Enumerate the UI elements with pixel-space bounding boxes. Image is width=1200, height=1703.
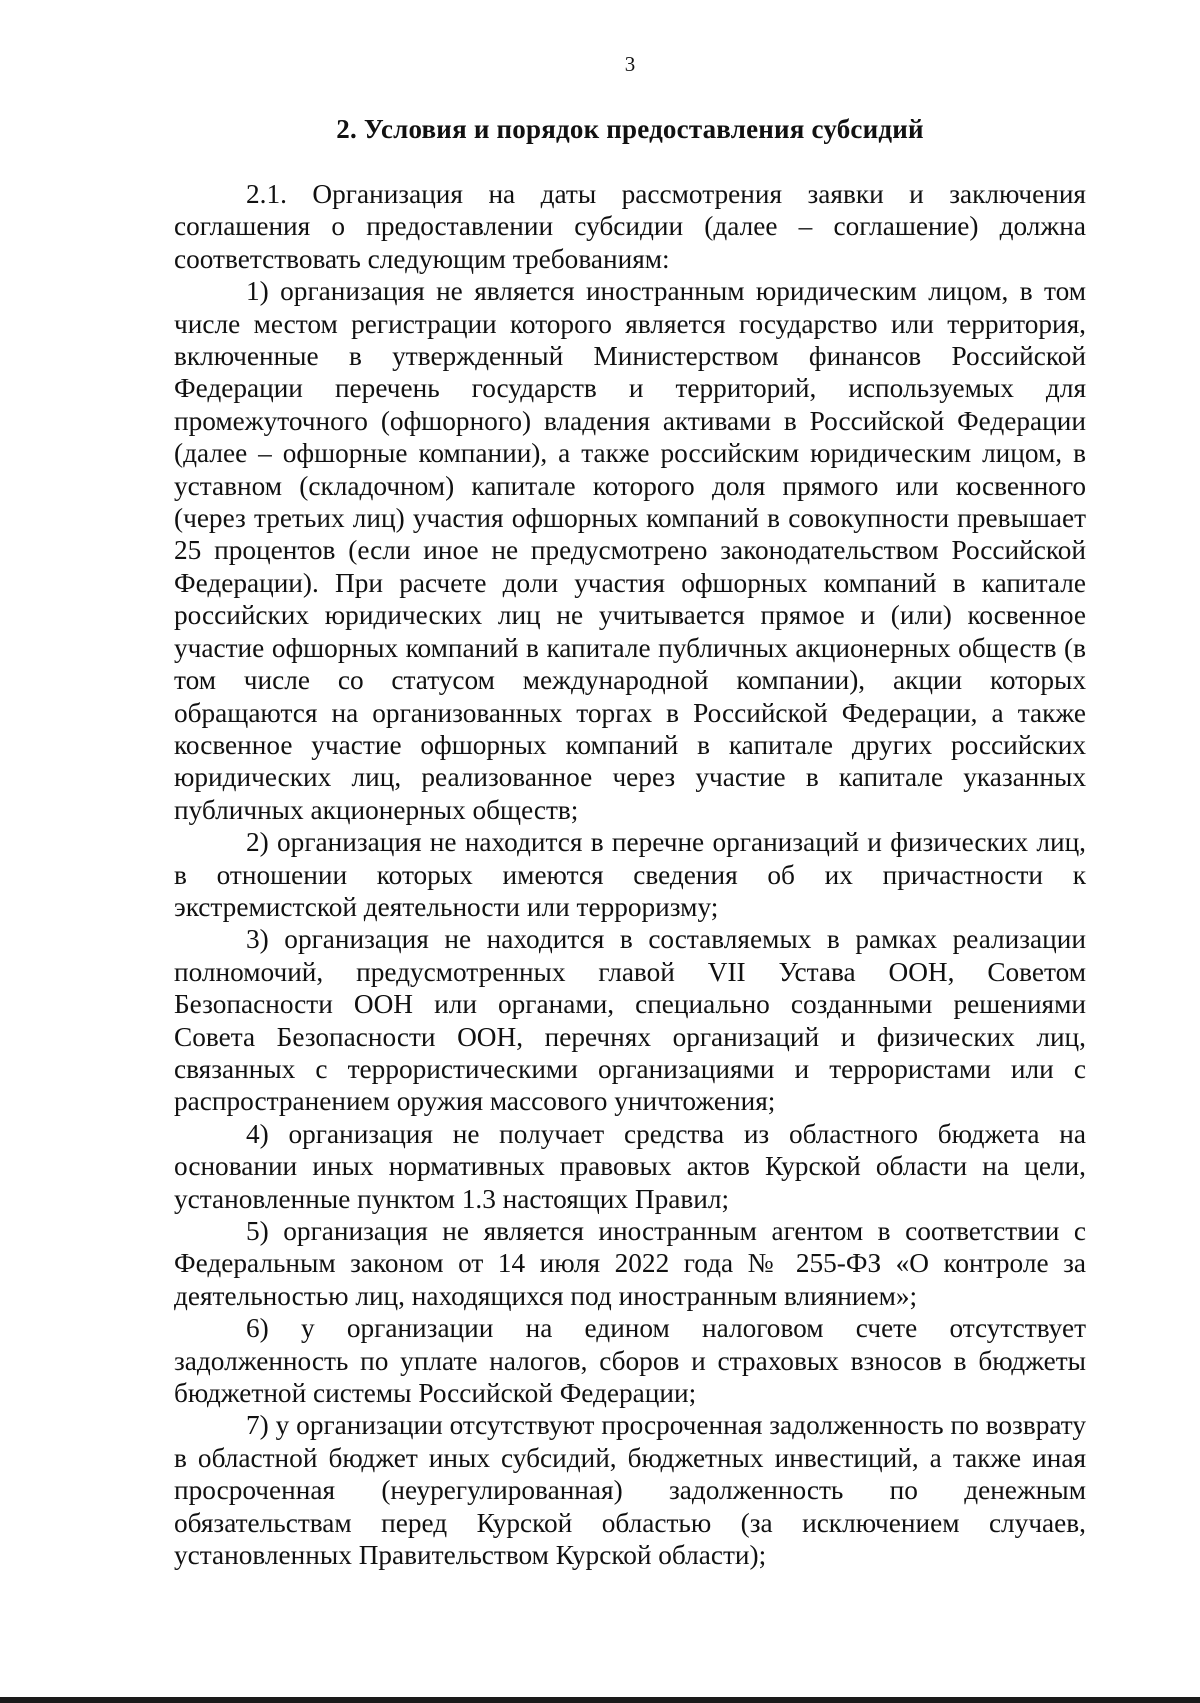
list-item-7: 7) у организации отсутствуют просроченная задолженность по возврату в областной бюджет иных субсидий, бюджетных инвестиций, а также иная просроченная (неурегулированная) задолженность по денежным обязательствам перед Курской областью (за исключением случаев, установленных Правительством Курской области); <box>174 1410 1086 1571</box>
list-item-3: 3) организация не находится в составляемых в рамках реализации полномочий, предусмотренных главой VII Устава ООН, Советом Безопасности ООН или органами, специально созданными решениями Совета Безопасности ООН, перечнях организаций и физических лиц, связанных с террористическими организациями и террористами или с распространением оружия массового уничтожения; <box>174 924 1086 1117</box>
scan-bottom-edge <box>0 1697 1200 1703</box>
list-item-1: 1) организация не является иностранным юридическим лицом, в том числе местом регистрации которого является государство или территория, включенные в утвержденный Министерством финансов Российской Федерации перечень государств и территорий, используемых для промежуточного (офшорного) владения активами в Российской Федерации (далее – офшорные компании), а также российским юридическим лицом, в уставном (складочном) капитале которого доля прямого или косвенного (через третьих лиц) участия офшорных компаний в совокупности превышает 25 процентов (если иное не предусмотрено законодательством Российской Федерации). При расчете доли участия офшорных компаний в капитале российских юридических лиц не учитывается прямое и (или) косвенное участие офшорных компаний в капитале публичных акционерных обществ (в том числе со статусом международной компании), акции которых обращаются на организованных торгах в Российской Федерации, а также косвенное участие офшорных компаний в капитале других российских юридических лиц, реализованное через участие в капитале указанных публичных акционерных обществ; <box>174 276 1086 825</box>
page-number: 3 <box>624 52 636 76</box>
list-item-6: 6) у организации на едином налоговом счете отсутствует задолженность по уплате налогов, сборов и страховых взносов в бюджеты бюджетной системы Российской Федерации; <box>174 1313 1086 1409</box>
section-heading: 2. Условия и порядок предоставления субсидий <box>336 114 924 144</box>
list-item-5: 5) организация не является иностранным агентом в соответствии с Федеральным законом от 14 июля 2022 года № 255-ФЗ «О контроле за деятельностью лиц, находящихся под иностранным влиянием»; <box>174 1216 1086 1311</box>
list-item-2: 2) организация не находится в перечне организаций и физических лиц, в отношении которых имеются сведения об их причастности к экстремистской деятельности или терроризму; <box>174 827 1086 922</box>
paragraph-2-1: 2.1. Организация на даты рассмотрения заявки и заключения соглашения о предоставлении субсидии (далее – соглашение) должна соответствовать следующим требованиям: <box>174 179 1086 274</box>
document-body <box>174 178 1086 1571</box>
list-item-4: 4) организация не получает средства из областного бюджета на основании иных нормативных правовых актов Курской области на цели, установленные пунктом 1.3 настоящих Правил; <box>174 1118 1086 1214</box>
